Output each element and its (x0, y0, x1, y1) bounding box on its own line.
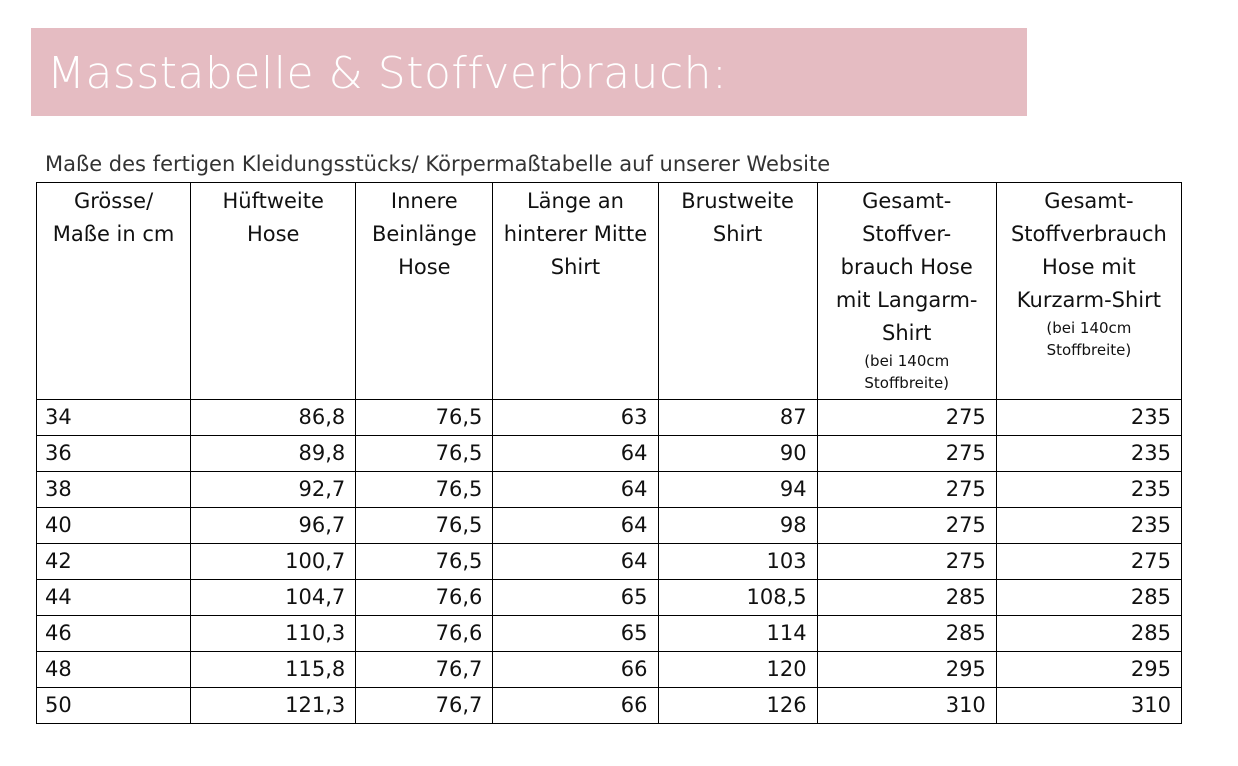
cell-size: 40 (37, 508, 191, 544)
cell-chest-width: 94 (658, 472, 817, 508)
cell-fabric-longsleeve: 275 (817, 508, 996, 544)
cell-size: 44 (37, 580, 191, 616)
cell-size: 50 (37, 688, 191, 724)
cell-chest-width: 103 (658, 544, 817, 580)
table-row (37, 400, 1182, 436)
cell-fabric-longsleeve: 275 (817, 400, 996, 436)
header-note: (bei 140cm Stoffbreite) (864, 352, 950, 392)
cell-fabric-longsleeve: 285 (817, 616, 996, 652)
cell-fabric-shortsleeve: 310 (996, 688, 1181, 724)
cell-fabric-longsleeve: 310 (817, 688, 996, 724)
cell-size: 42 (37, 544, 191, 580)
cell-chest-width: 90 (658, 436, 817, 472)
table-row (37, 472, 1182, 508)
cell-fabric-shortsleeve: 275 (996, 544, 1181, 580)
cell-hip-width: 89,8 (191, 436, 356, 472)
cell-hip-width: 121,3 (191, 688, 356, 724)
cell-fabric-longsleeve: 275 (817, 436, 996, 472)
cell-fabric-longsleeve: 285 (817, 580, 996, 616)
cell-inseam: 76,7 (356, 688, 493, 724)
cell-inseam: 76,5 (356, 436, 493, 472)
table-row (37, 688, 1182, 724)
cell-inseam: 76,6 (356, 616, 493, 652)
page-title: Masstabelle & Stoffverbrauch: (47, 48, 728, 99)
header-fabric-shortsleeve (996, 183, 1181, 400)
table-caption: Maße des fertigen Kleidungsstücks/ Körpermaßtabelle auf unserer Website (45, 152, 831, 176)
table-row (37, 580, 1182, 616)
cell-fabric-shortsleeve: 235 (996, 508, 1181, 544)
cell-back-length: 64 (493, 436, 658, 472)
header-fabric-longsleeve (817, 183, 996, 400)
cell-chest-width: 114 (658, 616, 817, 652)
title-banner (31, 28, 1027, 116)
cell-inseam: 76,5 (356, 400, 493, 436)
cell-fabric-shortsleeve: 235 (996, 400, 1181, 436)
cell-fabric-longsleeve: 275 (817, 472, 996, 508)
header-chest-width (658, 183, 817, 400)
header-label: Grösse/ Maße in cm (52, 189, 175, 246)
table-row (37, 652, 1182, 688)
cell-hip-width: 115,8 (191, 652, 356, 688)
cell-hip-width: 104,7 (191, 580, 356, 616)
cell-inseam: 76,7 (356, 652, 493, 688)
header-size (37, 183, 191, 400)
cell-size: 46 (37, 616, 191, 652)
cell-chest-width: 108,5 (658, 580, 817, 616)
header-inseam (356, 183, 493, 400)
cell-inseam: 76,5 (356, 472, 493, 508)
cell-back-length: 64 (493, 508, 658, 544)
cell-chest-width: 98 (658, 508, 817, 544)
header-note: (bei 140cm Stoffbreite) (1046, 319, 1132, 359)
header-label: Länge an hinterer Mitte Shirt (503, 189, 648, 279)
table-row (37, 544, 1182, 580)
header-label: Innere Beinlänge Hose (371, 189, 477, 279)
cell-inseam: 76,5 (356, 544, 493, 580)
cell-fabric-longsleeve: 295 (817, 652, 996, 688)
size-chart-table (36, 182, 1182, 724)
cell-size: 48 (37, 652, 191, 688)
cell-back-length: 66 (493, 652, 658, 688)
cell-back-length: 64 (493, 472, 658, 508)
cell-back-length: 65 (493, 580, 658, 616)
cell-fabric-shortsleeve: 235 (996, 472, 1181, 508)
table-row (37, 508, 1182, 544)
cell-hip-width: 96,7 (191, 508, 356, 544)
cell-back-length: 65 (493, 616, 658, 652)
cell-fabric-shortsleeve: 285 (996, 580, 1181, 616)
header-hip-width (191, 183, 356, 400)
header-label: Gesamt-Stoffver-brauch Hose mit Langarm-Shirt (835, 189, 978, 345)
cell-hip-width: 92,7 (191, 472, 356, 508)
cell-back-length: 66 (493, 688, 658, 724)
cell-back-length: 63 (493, 400, 658, 436)
cell-fabric-shortsleeve: 285 (996, 616, 1181, 652)
cell-size: 36 (37, 436, 191, 472)
cell-fabric-longsleeve: 275 (817, 544, 996, 580)
cell-size: 38 (37, 472, 191, 508)
header-label: Gesamt-Stoffverbrauch Hose mit Kurzarm-Shirt (1010, 189, 1167, 312)
header-label: Brustweite Shirt (681, 189, 794, 246)
cell-fabric-shortsleeve: 295 (996, 652, 1181, 688)
cell-hip-width: 110,3 (191, 616, 356, 652)
table-row (37, 436, 1182, 472)
cell-inseam: 76,5 (356, 508, 493, 544)
cell-hip-width: 86,8 (191, 400, 356, 436)
header-back-length (493, 183, 658, 400)
table-header-row (37, 183, 1182, 400)
cell-back-length: 64 (493, 544, 658, 580)
cell-hip-width: 100,7 (191, 544, 356, 580)
header-label: Hüftweite Hose (222, 189, 324, 246)
cell-chest-width: 126 (658, 688, 817, 724)
table-body (37, 400, 1182, 724)
table-row (37, 616, 1182, 652)
cell-chest-width: 120 (658, 652, 817, 688)
cell-chest-width: 87 (658, 400, 817, 436)
cell-size: 34 (37, 400, 191, 436)
cell-fabric-shortsleeve: 235 (996, 436, 1181, 472)
cell-inseam: 76,6 (356, 580, 493, 616)
